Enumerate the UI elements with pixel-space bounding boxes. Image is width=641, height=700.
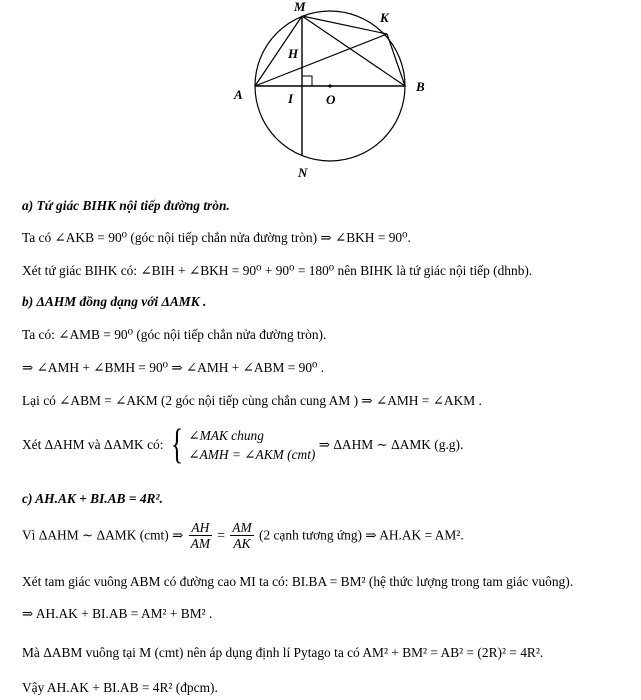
case-2: ∠AMH = ∠AKM (cmt) [188, 447, 316, 462]
geometry-figure [230, 0, 440, 185]
part-c-line-4: Mà ΔABM vuông tại M (cmt) nên áp dụng định lí Pytago ta có AM² + BM² = AB² = (2R)² = 4R². [22, 645, 544, 660]
part-a-heading: a) Tứ giác BIHK nội tiếp đường tròn. [22, 198, 230, 213]
case-1: ∠MAK chung [188, 428, 264, 443]
center-dot [328, 84, 331, 87]
label-a: A [234, 87, 243, 102]
part-b-line-4-prefix: Xét ΔAHM và ΔAMK có: [22, 437, 164, 452]
fraction-am-ak [230, 520, 253, 551]
label-b: B [416, 79, 425, 94]
part-c-line-1-prefix: Vì ΔAHM ∼ ΔAMK (cmt) ⇒ [22, 527, 184, 543]
part-b-line-3: Lại có ∠ABM = ∠AKM (2 góc nội tiếp cùng chắn cung AM ) ⇒ ∠AMH = ∠AKM . [22, 393, 482, 408]
part-b-heading: b) ΔAHM đồng dạng với ΔAMK . [22, 294, 207, 309]
label-i: I [288, 91, 294, 106]
part-c-line-1-suffix: (2 cạnh tương ứng) ⇒ AH.AK = AM². [258, 527, 464, 543]
label-o: O [326, 92, 336, 107]
part-c-line-1 [22, 520, 464, 551]
right-angle-mark [302, 76, 312, 86]
fraction-2-denominator: AK [233, 536, 251, 551]
label-m: M [294, 0, 306, 14]
case-system [167, 422, 316, 468]
fraction-ah-am [189, 520, 212, 551]
segment-kb [387, 34, 405, 86]
part-c-line-5: Vậy AH.AK + BI.AB = 4R² (đpcm). [22, 680, 218, 695]
part-a-line-2: Xét tứ giác BIHK có: ∠BIH + ∠BKH = 90⁰ + 90⁰ = 180⁰ nên BIHK là tứ giác nội tiếp (dhnb). [22, 263, 533, 278]
label-n: N [298, 165, 308, 180]
part-c-line-3: ⇒ AH.AK + BI.AB = AM² + BM² . [22, 606, 213, 621]
fraction-1-denominator: AM [190, 536, 210, 551]
part-a-line-1: Ta có ∠AKB = 90⁰ (góc nội tiếp chắn nửa đường tròn) ⇒ ∠BKH = 90⁰. [22, 230, 411, 245]
part-b-line-4-suffix: ⇒ ΔAHM ∼ ΔAMK (g.g). [318, 437, 464, 452]
fraction-2-numerator: AM [232, 520, 252, 535]
part-c-line-2: Xét tam giác vuông ABM có đường cao MI ta có: BI.BA = BM² (hệ thức lượng trong tam giác vuông). [22, 574, 574, 589]
part-b-line-4 [22, 422, 464, 468]
part-b-line-1: Ta có: ∠AMB = 90⁰ (góc nội tiếp chắn nửa đường tròn). [22, 327, 327, 342]
fraction-1-numerator: AH [189, 520, 212, 536]
part-c-heading: c) AH.AK + BI.AB = 4R². [22, 491, 163, 506]
left-brace: { [170, 422, 183, 468]
part-b-line-2: ⇒ ∠AMH + ∠BMH = 90⁰ ⇒ ∠AMH + ∠ABM = 90⁰ . [22, 360, 325, 375]
label-h: H [288, 46, 299, 61]
label-k: K [380, 10, 389, 25]
equals-sign: = [217, 527, 225, 543]
